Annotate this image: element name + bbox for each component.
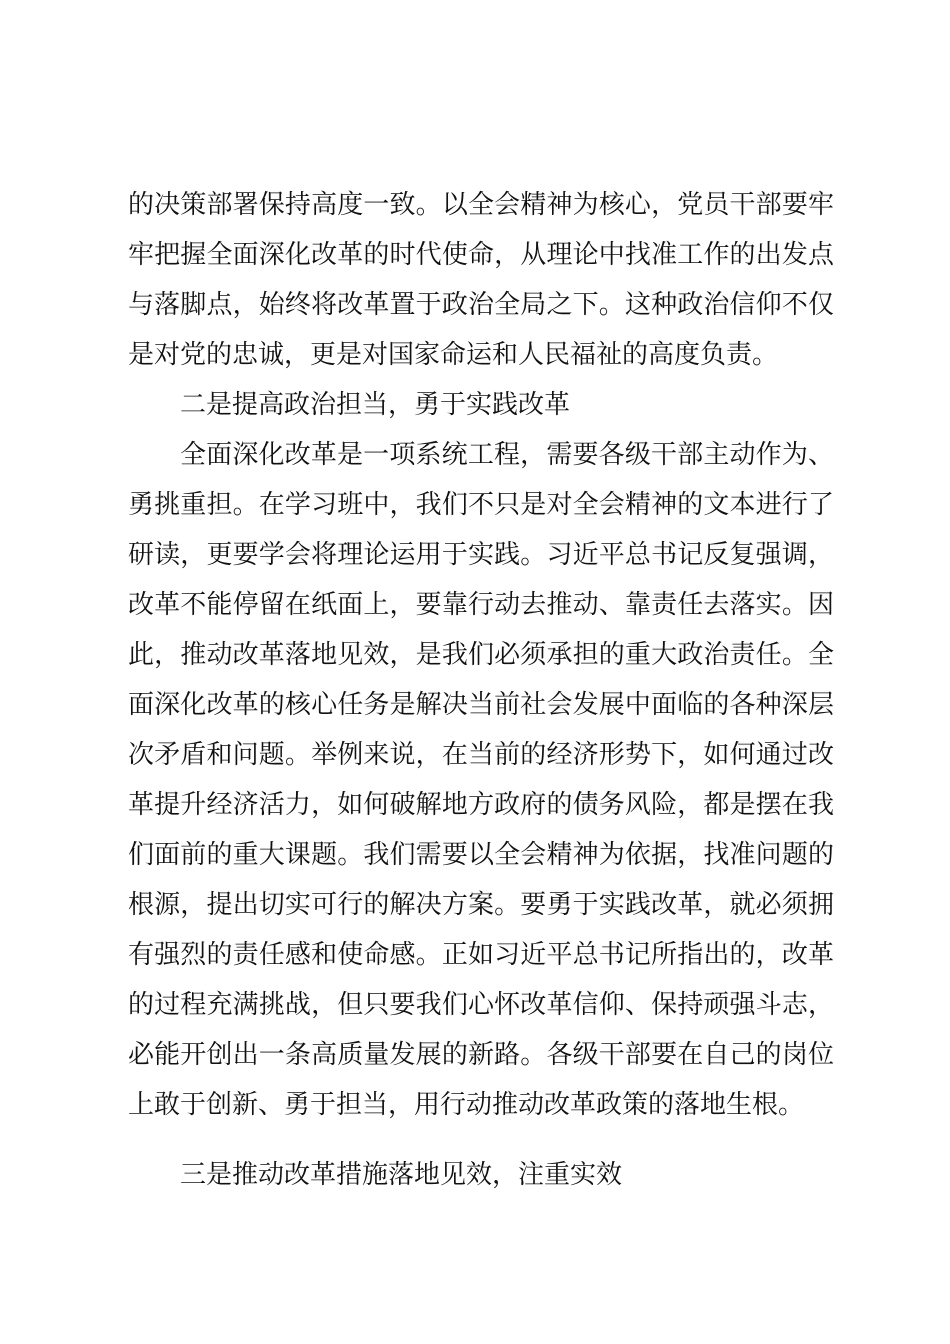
text-line: 必能开创出一条高质量发展的新路。各级干部要在自己的岗位 <box>128 1040 834 1070</box>
paragraph-practice-reform <box>128 430 834 1130</box>
document-body <box>128 180 834 1200</box>
text-line: 们面前的重大课题。我们需要以全会精神为依据，找准问题的 <box>128 840 834 870</box>
text-line: 的决策部署保持高度一致。以全会精神为核心，党员干部要牢 <box>128 190 834 220</box>
text-line: 根源，提出切实可行的解决方案。要勇于实践改革，就必须拥 <box>128 890 834 920</box>
text-line: 勇挑重担。在学习班中，我们不只是对全会精神的文本进行了 <box>128 490 834 520</box>
text-line: 改革不能停留在纸面上，要靠行动去推动、靠责任去落实。因 <box>128 590 834 620</box>
text-line: 研读，更要学会将理论运用于实践。习近平总书记反复强调， <box>128 540 834 570</box>
text-line: 革提升经济活力，如何破解地方政府的债务风险，都是摆在我 <box>128 790 834 820</box>
text-line: 与落脚点，始终将改革置于政治全局之下。这种政治信仰不仅 <box>128 290 834 320</box>
section-heading-implementation: 三是推动改革措施落地见效，注重实效 <box>180 1160 623 1190</box>
text-line: 有强烈的责任感和使命感。正如习近平总书记所指出的，改革 <box>128 940 834 970</box>
text-line: 面深化改革的核心任务是解决当前社会发展中面临的各种深层 <box>128 690 834 720</box>
text-line: 的过程充满挑战，但只要我们心怀改革信仰、保持顽强斗志， <box>128 990 834 1020</box>
text-line: 全面深化改革是一项系统工程，需要各级干部主动作为、 <box>180 440 834 470</box>
section-heading-political-responsibility: 二是提高政治担当，勇于实践改革 <box>180 390 571 420</box>
text-line: 是对党的忠诚，更是对国家命运和人民福祉的高度负责。 <box>128 340 779 370</box>
text-line: 牢把握全面深化改革的时代使命，从理论中找准工作的出发点 <box>128 240 834 270</box>
text-line: 次矛盾和问题。举例来说，在当前的经济形势下，如何通过改 <box>128 740 834 770</box>
paragraph-decision-consistency <box>128 180 834 380</box>
text-line: 此，推动改革落地见效，是我们必须承担的重大政治责任。全 <box>128 640 834 670</box>
text-line: 上敢于创新、勇于担当，用行动推动改革政策的落地生根。 <box>128 1090 805 1120</box>
